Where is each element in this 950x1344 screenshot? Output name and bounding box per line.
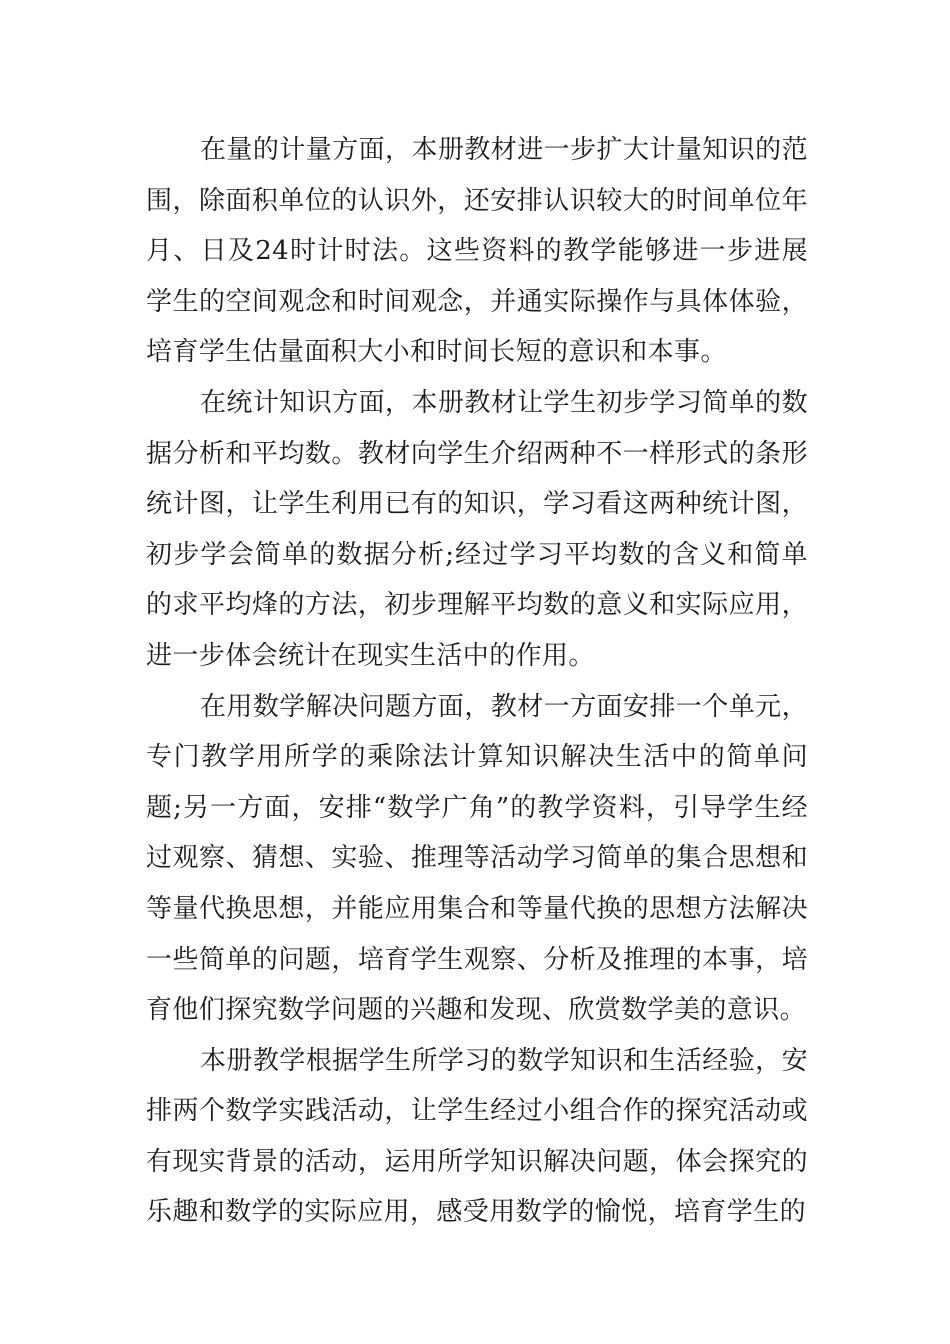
paragraph-statistics: 在统计知识方面，本册教材让学生初步学习简单的数据分析和平均数。教材向学生介绍两种不一样形式的条形统计图，让学生利用已有的知识，学习看这两种统计图，初步学会简单的数据分析;经过学习平均数的含义和简单的求平均烽的方法，初步理解平均数的意义和实际应用，进一步体会统计在现实生活中的作用。: [146, 387, 808, 671]
paragraph-measurement: 在量的计量方面，本册教材进一步扩大计量知识的范围，除面积单位的认识外，还安排认识较大的时间单位年月、日及24时计时法。这些资料的教学能够进一步进展学生的空间观念和时间观念，并通实际操作与具体体验，培育学生估量面积大小和时间长短的意识和本事。: [146, 135, 808, 368]
paragraph-practice-activities: 本册教学根据学生所学习的数学知识和生活经验，安排两个数学实践活动，让学生经过小组合作的探究活动或有现实背景的活动，运用所学知识解决问题，体会探究的乐趣和数学的实际应用，感受用数学的愉悦，培育学生的: [146, 1045, 808, 1228]
document-body: [146, 125, 808, 1238]
paragraph-problem-solving: 在用数学解决问题方面，教材一方面安排一个单元，专门教学用所学的乘除法计算知识解决生活中的简单问题;另一方面，安排“数学广角”的教学资料，引导学生经过观察、猜想、实验、推理等活动学习简单的集合思想和等量代换思想，并能应用集合和等量代换的思想方法解决一些简单的问题，培育学生观察、分析及推理的本事，培育他们探究数学问题的兴趣和发现、欣赏数学美的意识。: [146, 691, 808, 1026]
